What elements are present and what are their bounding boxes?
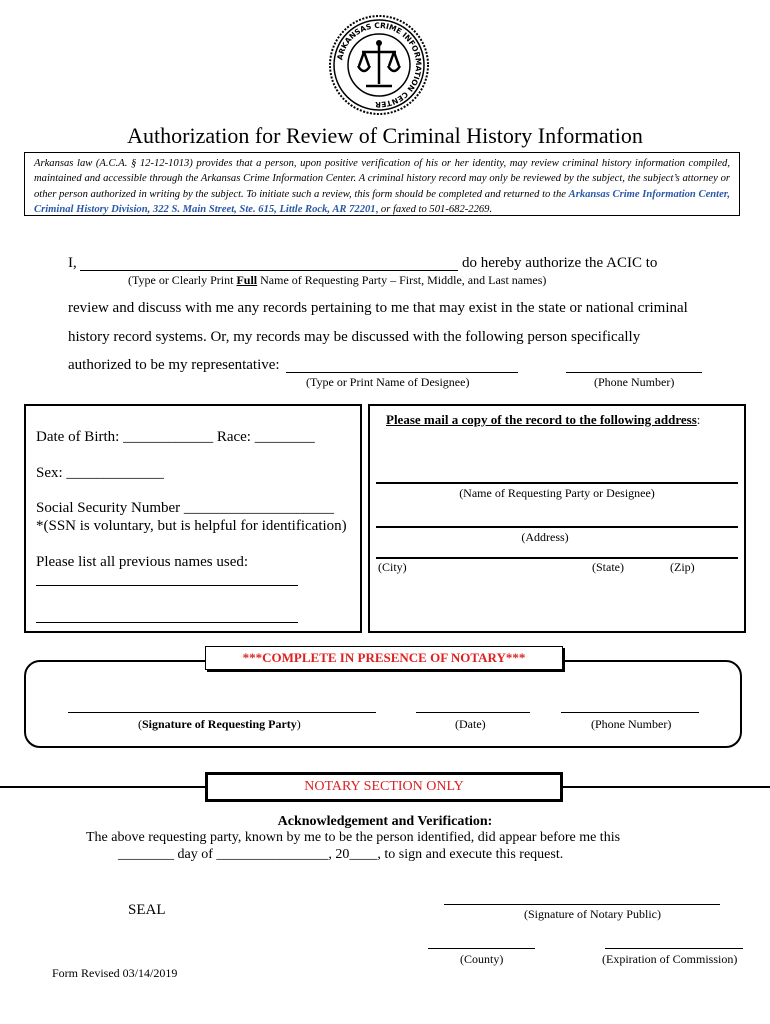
ack-line-2[interactable]: ________ day of ________________, 20____, to sign and execute this request. [118,847,564,862]
form-revision: Form Revised 03/14/2019 [52,966,178,980]
mail-name-field[interactable] [376,482,738,484]
intro-box [24,152,740,216]
mail-zip-caption: (Zip) [670,560,695,574]
ssn-field[interactable]: Social Security Number ____________________ [36,500,334,516]
notary-presence-banner: ***COMPLETE IN PRESENCE OF NOTARY*** [205,646,563,670]
seal-text: ARKANSAS CRIME INFORMATION CENTER [335,20,424,110]
mail-state-caption: (State) [592,560,624,574]
page-title: Authorization for Review of Criminal History Information [127,123,643,148]
notary-signature-field[interactable] [444,904,720,905]
ack-line-1: The above requesting party, known by me to be the person identified, did appear before me this [86,830,621,845]
phone-caption: (Phone Number) [591,717,672,731]
signature-box [24,660,742,748]
ssn-note: *(SSN is voluntary, but is helpful for identification) [36,518,347,534]
intro-text-end: , or faxed to 501-682-2269. [375,203,493,215]
notary-expiration-field[interactable] [605,948,743,949]
auth-line-3: authorized to be my representative: [68,357,280,373]
mailing-heading: Please mail a copy of the record to the following address: [386,412,701,427]
acic-seal-logo [328,14,430,116]
mailing-address-box [368,404,746,633]
date-caption: (Date) [455,717,486,731]
mail-city-caption: (City) [378,560,407,574]
intro-text: Arkansas law (A.C.A. § 12-12-1013) provides that a person, upon positive verification of his or her identity, may review criminal history information compiled, maintained and accessible through the Arkansas Crime Information Center. A criminal history record may only be reviewed by the subject, the subject’s attorney or other person authorized in writing by the subject. To initiate such a review, this form should be completed and returned to the [34,158,730,200]
notary-signature-caption: (Signature of Notary Public) [524,907,661,921]
acic-address: Arkansas Crime Information Center, Criminal History Division, 322 S. Main Street, Ste. 615, Little Rock, AR 72201 [34,188,730,215]
dob-race-field[interactable]: Date of Birth: ____________ Race: ________ [36,429,315,445]
auth-line-1: review and discuss with me any records pertaining to me that may exist in the state or national criminal [68,300,688,316]
signature-caption: (Signature of Requesting Party) [138,717,301,731]
name-caption: (Type or Clearly Print Full Name of Requesting Party – First, Middle, and Last names) [128,273,547,287]
designee-name-field[interactable] [286,372,518,373]
requesting-party-name-field[interactable] [80,270,458,271]
county-caption: (County) [460,952,504,966]
expiration-caption: (Expiration of Commission) [602,952,738,966]
ack-title: Acknowledgement and Verification: [277,814,493,829]
auth-suffix: do hereby authorize the ACIC to [462,255,658,271]
mail-address-caption: (Address) [521,530,569,544]
signature-phone-field[interactable] [561,712,699,713]
prev-names-label: Please list all previous names used: [36,554,249,570]
mail-address-field[interactable] [376,526,738,528]
auth-line-2: history record systems. Or, my records may be discussed with the following person specifically [68,329,641,345]
designee-phone-field[interactable] [566,372,702,373]
mail-name-caption: (Name of Requesting Party or Designee) [459,486,655,500]
auth-prefix: I, [68,255,77,271]
sex-field[interactable]: Sex: _____________ [36,465,164,481]
prev-names-line-2[interactable] [36,622,298,623]
seal-label: SEAL [128,902,166,918]
notary-county-field[interactable] [428,948,535,949]
mail-city-state-zip-field[interactable] [376,557,738,559]
signature-date-field[interactable] [416,712,530,713]
prev-names-line-1[interactable] [36,585,298,586]
notary-section-banner: NOTARY SECTION ONLY [205,772,563,802]
designee-phone-caption: (Phone Number) [594,375,675,389]
designee-caption: (Type or Print Name of Designee) [306,375,470,389]
requesting-party-signature-field[interactable] [68,712,376,713]
